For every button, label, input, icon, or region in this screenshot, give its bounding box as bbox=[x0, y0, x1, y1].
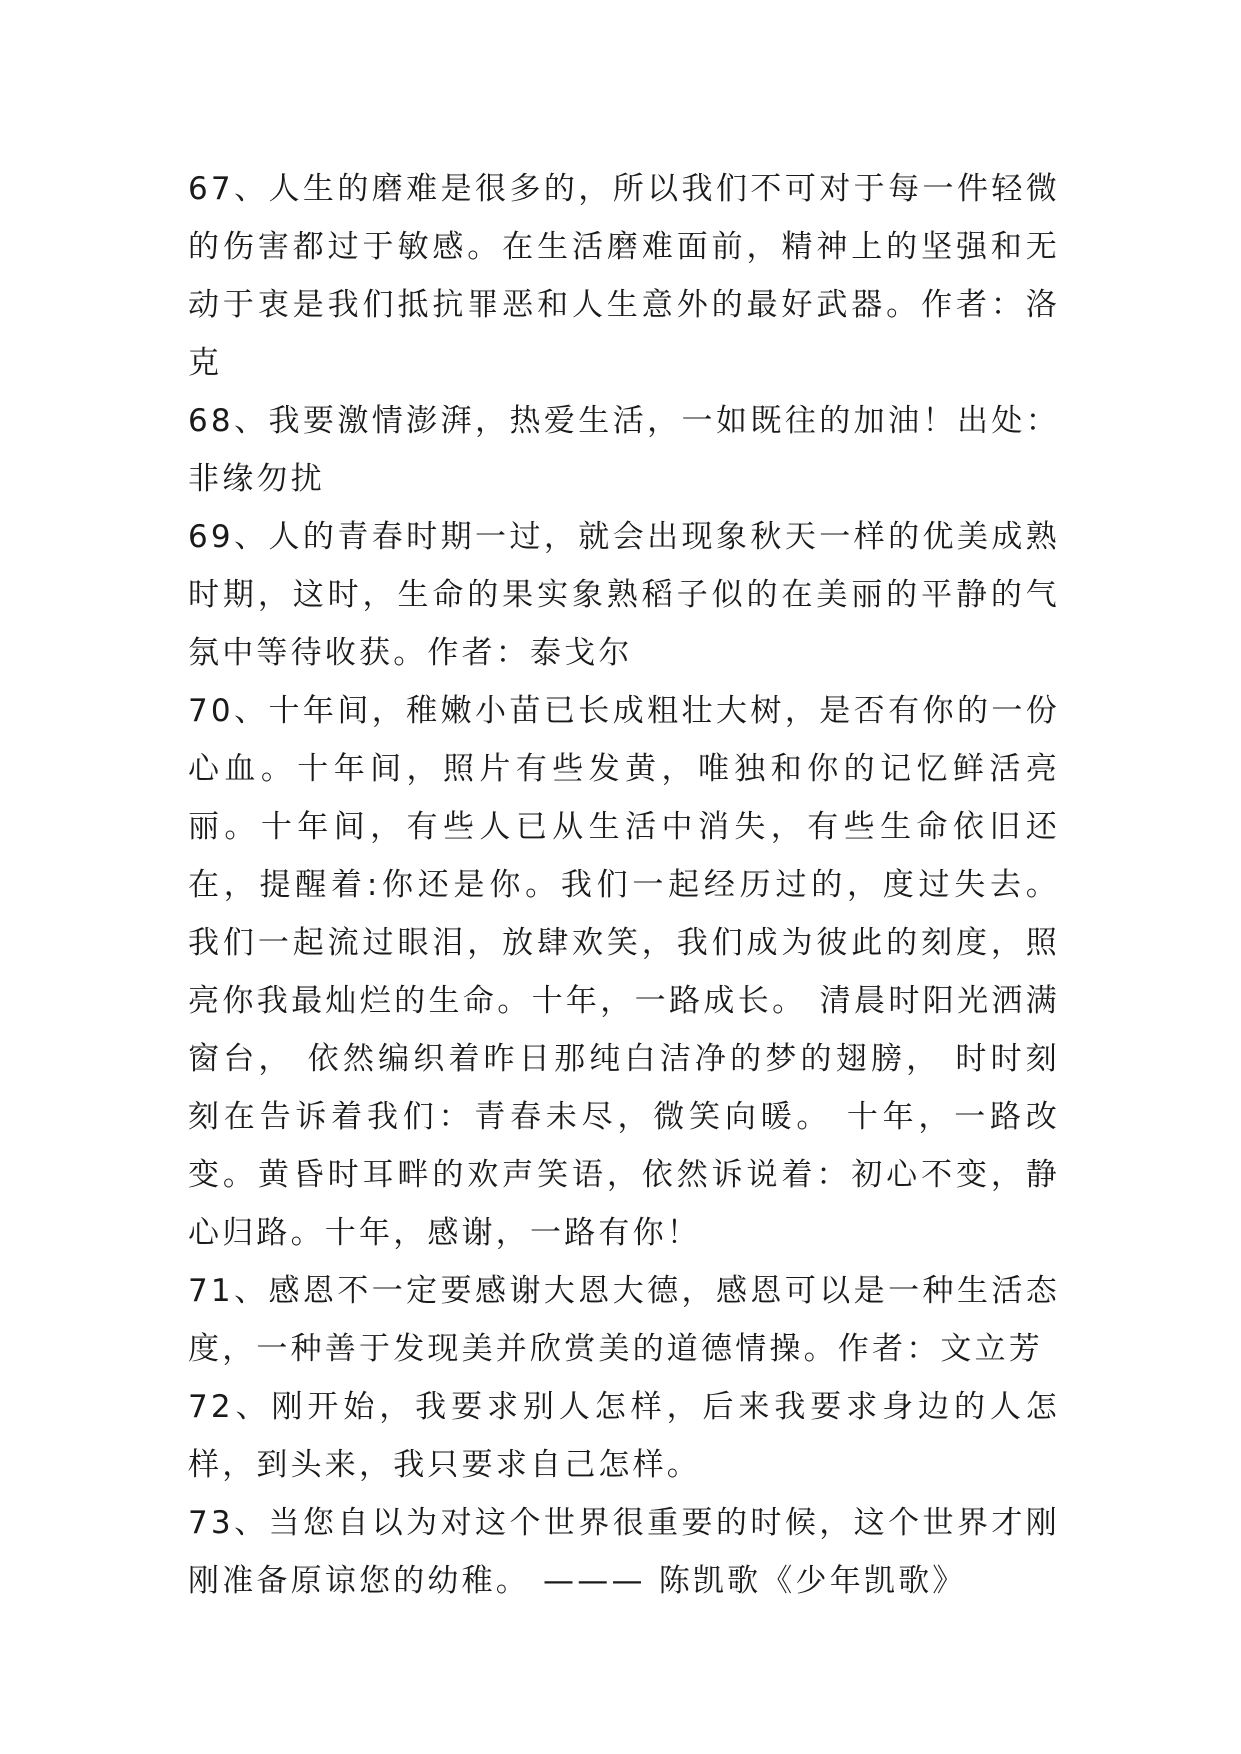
quote-paragraph-71: 71、感恩不一定要感谢大恩大德，感恩可以是一种生活态度，一种善于发现美并欣赏美的道德情操。作者：文立芳 bbox=[188, 1273, 1060, 1367]
quote-paragraph-70: 70、十年间，稚嫩小苗已长成粗壮大树，是否有你的一份心血。十年间，照片有些发黄，唯独和你的记忆鲜活亮丽。十年间，有些人已从生活中消失，有些生命依旧还在，提醒着:你还是你。我们一起经历过的，度过失去。 我们一起流过眼泪，放肆欢笑，我们成为彼此的刻度，照亮你我最灿烂的生命。十年，一路成长。 清晨时阳光洒满窗台， 依然编织着昨日那纯白洁净的梦的翅膀， 时时刻刻在告诉着我们：青春未尽，微笑向暖。 十年，一路改变。黄昏时耳畔的欢声笑语，依然诉说着：初心不变，静心归路。十年，感谢，一路有你！ bbox=[188, 693, 1074, 1251]
quote-paragraph-67: 67、人生的磨难是很多的，所以我们不可对于每一件轻微的伤害都过于敏感。在生活磨难面前，精神上的坚强和无动于衷是我们抵抗罪恶和人生意外的最好武器。作者：洛克 bbox=[188, 171, 1060, 381]
quote-paragraph-72: 72、刚开始，我要求别人怎样，后来我要求身边的人怎样，到头来，我只要求自己怎样。 bbox=[188, 1389, 1060, 1483]
quote-paragraph-73: 73、当您自以为对这个世界很重要的时候，这个世界才刚刚准备原谅您的幼稚。 ——— 陈凯歌《少年凯歌》 bbox=[188, 1505, 1060, 1599]
quote-paragraph-69: 69、人的青春时期一过，就会出现象秋天一样的优美成熟时期，这时，生命的果实象熟稻子似的在美丽的平静的气氛中等待收获。作者：泰戈尔 bbox=[188, 519, 1060, 671]
quote-paragraph-68: 68、我要激情澎湃，热爱生活，一如既往的加油！出处：非缘勿扰 bbox=[188, 403, 1060, 497]
document-body bbox=[188, 160, 1074, 1610]
